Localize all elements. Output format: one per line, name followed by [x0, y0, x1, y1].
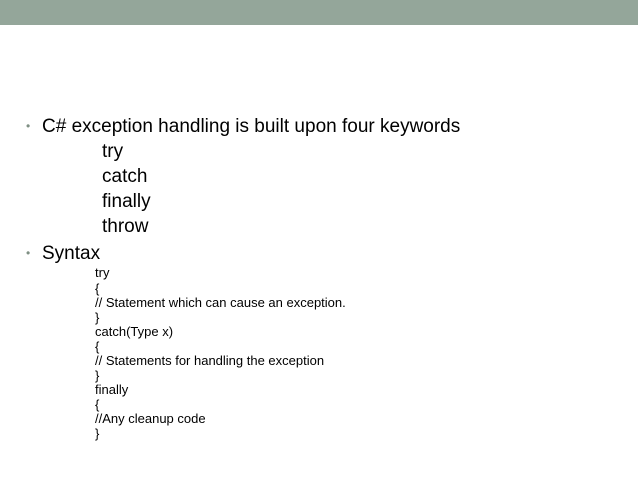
bullet-exception-keywords: [26, 115, 460, 138]
code-line: // Statement which can cause an exception.: [95, 295, 346, 310]
bullet-dot-icon: •: [26, 119, 31, 133]
bullet-text: C# exception handling is built upon four keywords: [42, 116, 461, 137]
keyword-catch: catch: [102, 166, 148, 187]
bullet-dot-icon: •: [26, 246, 31, 260]
code-line: {: [95, 397, 100, 412]
keyword-throw: throw: [102, 216, 149, 237]
code-line: }: [95, 368, 100, 383]
code-line: //Any cleanup code: [95, 411, 206, 426]
code-line: {: [95, 281, 100, 296]
code-line: }: [95, 310, 100, 325]
keyword-finally: finally: [102, 191, 151, 212]
code-line: finally: [95, 382, 129, 397]
code-line: try: [95, 265, 110, 280]
code-line: }: [95, 426, 100, 441]
code-line: // Statements for handling the exception: [95, 353, 325, 368]
code-line: catch(Type x): [95, 324, 174, 339]
bullet-text: Syntax: [42, 243, 101, 264]
code-line: {: [95, 339, 100, 354]
keyword-try: try: [102, 141, 124, 162]
bullet-syntax: [26, 242, 100, 265]
